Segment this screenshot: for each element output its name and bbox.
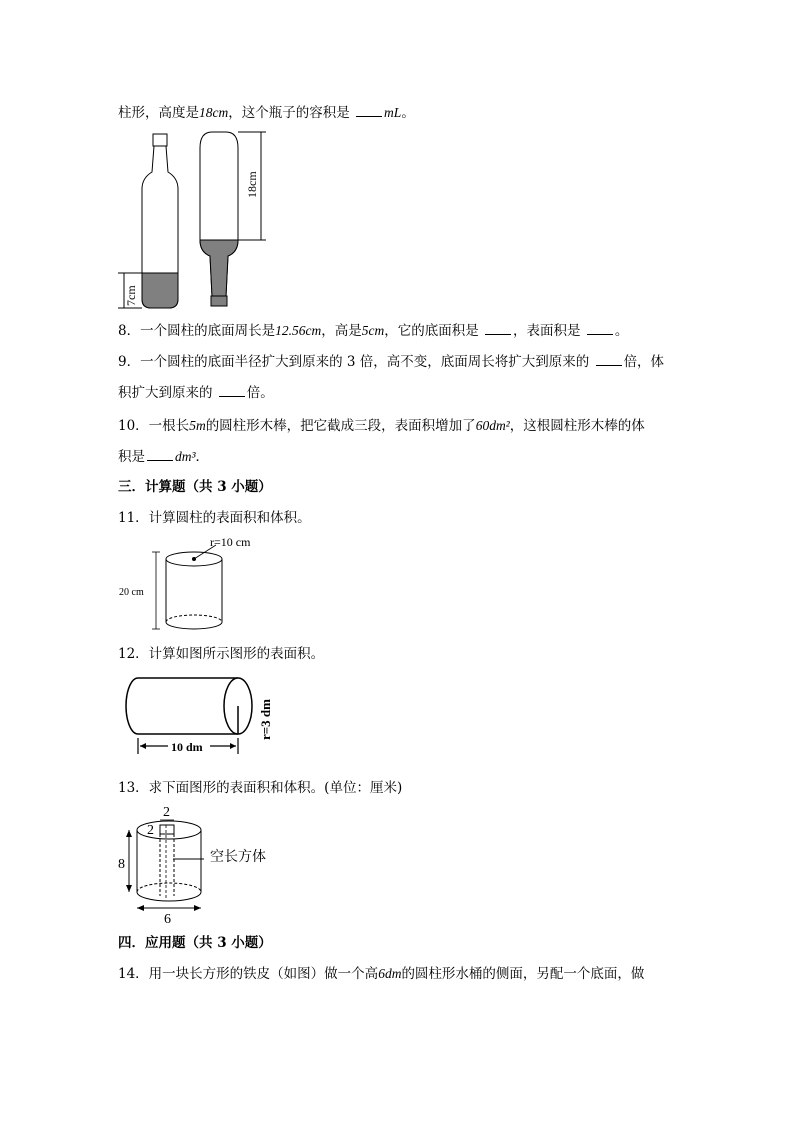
- section-4-heading: 四．应用题（共 3 小题）: [118, 935, 272, 951]
- inverted-bottle: [200, 132, 266, 306]
- q11-height-label: 20 cm: [119, 587, 144, 598]
- q8-line: [118, 322, 628, 340]
- q9-blank-volume[interactable]: [219, 384, 245, 397]
- q10-unit-a: m: [195, 418, 206, 433]
- q9-text-1-end: 倍，体: [623, 354, 665, 370]
- q10-end: ．: [195, 449, 210, 465]
- q12-radius-label: r=3 dm: [258, 699, 273, 740]
- q8-blank-base-area[interactable]: [485, 322, 511, 335]
- q8-num-a: 12.56: [275, 323, 306, 338]
- q7-end: 。: [401, 105, 415, 121]
- q14-text-b: 的圆柱形水桶的侧面，另配一个底面，做: [401, 966, 645, 982]
- q7-label-18cm: 18cm: [245, 171, 259, 198]
- section-3-heading: 三．计算题（共 3 小题）: [118, 479, 272, 495]
- q12-length-label: 10 dm: [171, 740, 203, 754]
- q8-unit-a: cm: [305, 323, 322, 338]
- q9-text-1: 9．一个圆柱的底面半径扩大到原来的 3 倍，高不变，底面周长将扩大到原来的: [118, 354, 590, 370]
- q10-blank-volume[interactable]: [147, 448, 173, 461]
- q8-num-b: 5: [361, 323, 369, 338]
- q10-unit-c: dm³: [175, 449, 196, 464]
- q7-text-a: 柱形，高度是: [118, 105, 199, 121]
- q7-label-7cm: 7cm: [124, 285, 138, 306]
- q11-cylinder-figure: [118, 531, 278, 641]
- q13-top-label: 2: [163, 805, 170, 820]
- q7-height-number: 18: [199, 105, 213, 120]
- q8-unit-b: cm: [368, 323, 385, 338]
- q13-height-label: 8: [118, 857, 125, 872]
- q10-text-2: 积是: [118, 449, 145, 465]
- q8-blank-surface-area[interactable]: [587, 322, 613, 335]
- q12-line: 12．计算如图所示图形的表面积。: [118, 646, 325, 662]
- q14-text-a: 14．用一块长方形的铁皮（如图）做一个高: [118, 966, 379, 982]
- q10-num-b: 60: [475, 418, 490, 433]
- q13-cylinder-figure: [118, 802, 288, 926]
- q7-text-b: ，这个瓶子的容积是: [228, 105, 350, 121]
- q7-text-line: [118, 104, 415, 122]
- q10-text-b: 的圆柱形木棒，把它截成三段，表面积增加了: [205, 418, 476, 434]
- q14-num-a: 6: [378, 966, 385, 981]
- q8-text-a: 8．一个圆柱的底面周长是: [118, 323, 276, 339]
- q9-line-1: [118, 353, 664, 371]
- q11-radius-label: r=10 cm: [210, 535, 251, 549]
- q7-height-unit: cm: [212, 105, 229, 120]
- q9-blank-circumference[interactable]: [596, 353, 622, 366]
- q7-answer-blank[interactable]: [356, 104, 382, 117]
- q10-unit-b: dm²: [489, 418, 510, 433]
- q9-text-2: 积扩大到原来的: [118, 385, 213, 401]
- q10-line-2: [118, 448, 209, 466]
- q8-end: 。: [614, 323, 629, 339]
- q8-text-b: ，高是: [321, 323, 362, 339]
- q14-unit-a: dm: [384, 966, 402, 981]
- q7-unit-ml: mL: [384, 105, 402, 120]
- q13-side-label: 2: [147, 823, 154, 838]
- q14-line: [118, 965, 644, 983]
- q13-hollow-label: 空长方体: [210, 850, 266, 865]
- q13-width-label: 6: [164, 912, 171, 927]
- q13-line: 13．求下面图形的表面积和体积。(单位：厘米): [118, 780, 403, 796]
- q8-text-c: ，它的底面积是: [384, 323, 479, 339]
- q9-line-2: [118, 384, 274, 402]
- q9-text-2-end: 倍。: [246, 385, 274, 401]
- q11-line: 11．计算圆柱的表面积和体积。: [118, 510, 311, 526]
- q10-text-a: 10．一根长: [118, 418, 190, 434]
- q7-bottle-figure: [116, 126, 276, 312]
- q8-text-d: ，表面积是: [513, 323, 581, 339]
- upright-bottle: [118, 134, 178, 308]
- q10-num-a: 5: [189, 418, 196, 433]
- q12-cylinder-figure: [118, 672, 288, 762]
- q10-line-1: [118, 417, 645, 435]
- q10-text-c: ，这根圆柱形木棒的体: [509, 418, 645, 434]
